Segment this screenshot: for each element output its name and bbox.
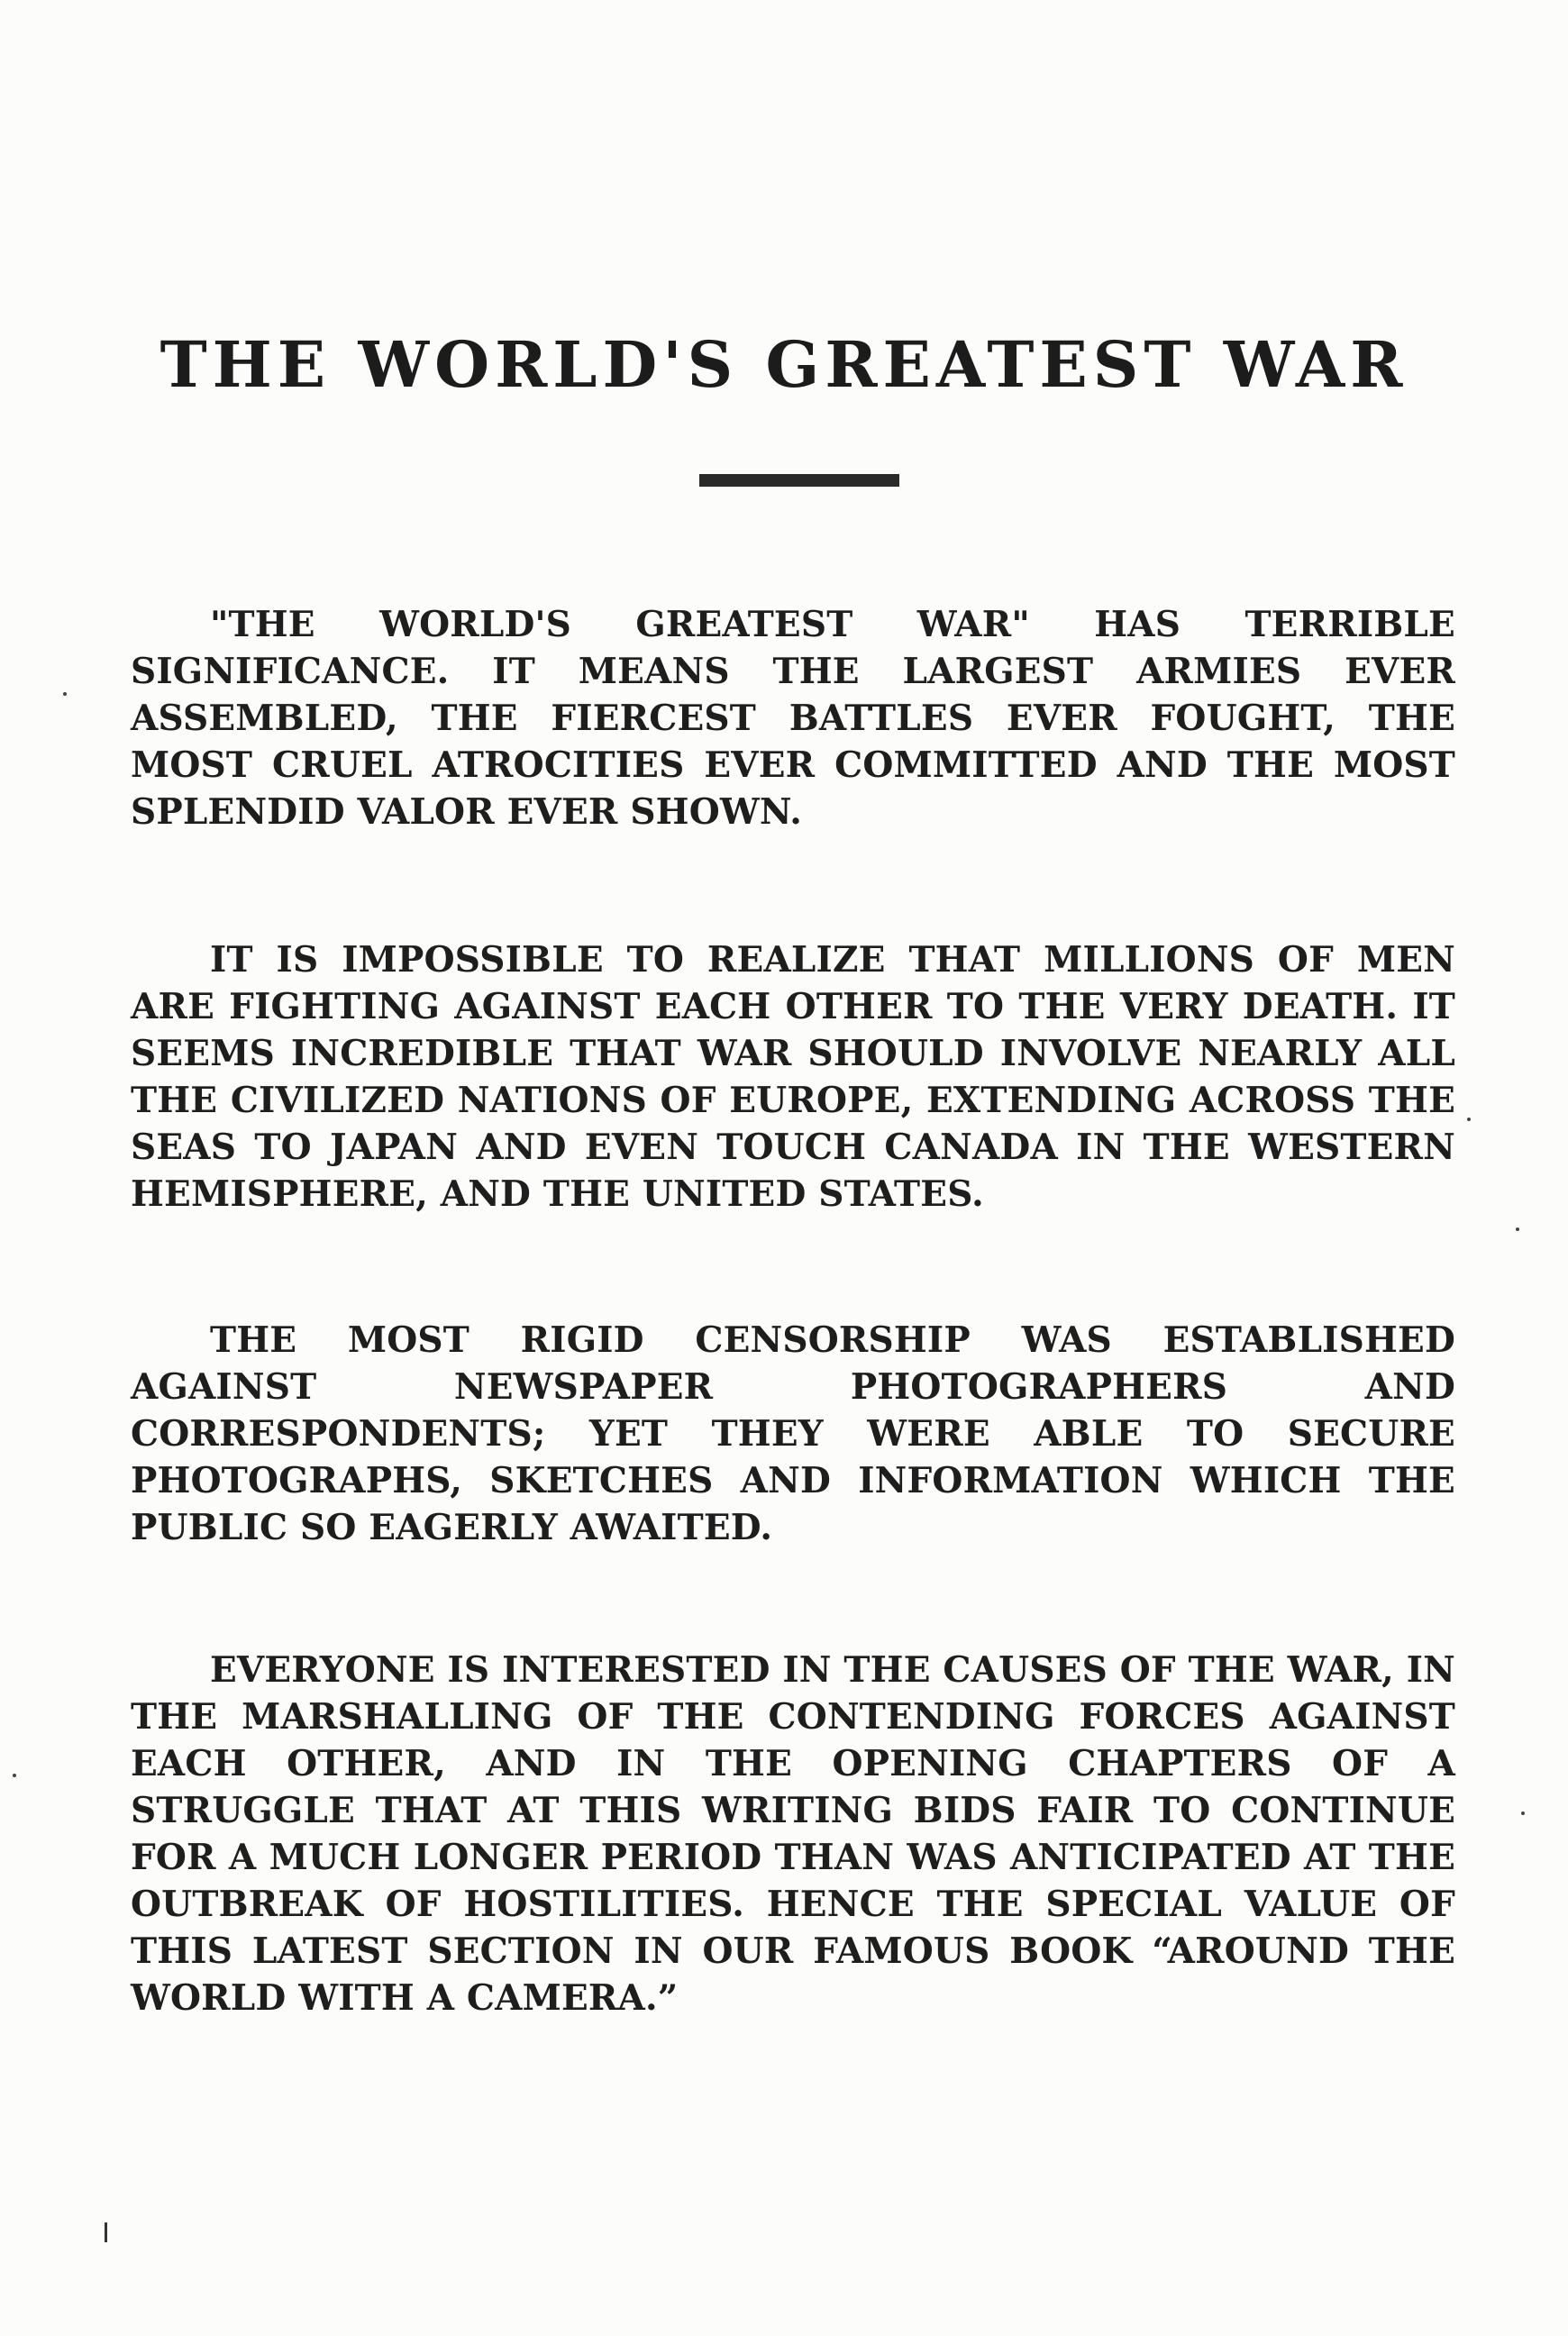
paragraph-3: THE MOST RIGID CENSORSHIP WAS ESTABLISHED AGAINST NEWSPAPER PHOTOGRAPHERS AND CORRESPONDENTS; YET THEY WERE ABLE TO SECURE PHOTOGRAPHS, SKETCHES AND INFORMATION WHICH THE PUBLIC SO EAGERLY AWAITED. — [131, 1319, 1455, 1548]
print-speck — [1516, 1227, 1519, 1231]
print-speck — [63, 692, 67, 696]
paragraph-2: IT IS IMPOSSIBLE TO REALIZE THAT MILLIONS OF MEN ARE FIGHTING AGAINST EACH OTHER TO THE VERY DEATH. IT SEEMS INCREDIBLE THAT WAR SHOULD INVOLVE NEARLY ALL THE CIVILIZED NATIONS OF EUROPE, EXTENDING ACROSS THE SEAS TO JAPAN AND EVEN TOUCH CANADA IN THE WESTERN HEMISPHERE, AND THE UNITED STATES. — [131, 939, 1455, 1215]
paragraph-1: "THE WORLD'S GREATEST WAR" HAS TERRIBLE SIGNIFICANCE. IT MEANS THE LARGEST ARMIES EVER ASSEMBLED, THE FIERCEST BATTLES EVER FOUGHT, THE MOST CRUEL ATROCITIES EVER COMMITTED AND THE MOST SPLENDID VALOR EVER SHOWN. — [131, 604, 1455, 833]
print-speck — [1521, 1811, 1525, 1815]
print-mark — [105, 2222, 107, 2242]
paragraph-4: EVERYONE IS INTERESTED IN THE CAUSES OF THE WAR, IN THE MARSHALLING OF THE CONTENDING FORCES AGAINST EACH OTHER, AND IN THE OPENING CHAPTERS OF A STRUGGLE THAT AT THIS WRITING BIDS FAIR TO CONTINUE FOR A MUCH LONGER PERIOD THAN WAS ANTICIPATED AT THE OUTBREAK OF HOSTILITIES. HENCE THE SPECIAL VALUE OF THIS LATEST SECTION IN OUR FAMOUS BOOK “AROUND THE WORLD WITH A CAMERA.” — [131, 1649, 1455, 2019]
title-divider — [699, 474, 899, 487]
print-speck — [1467, 1118, 1471, 1121]
print-speck — [13, 1774, 16, 1777]
page-title: THE WORLD'S GREATEST WAR — [160, 327, 1408, 402]
